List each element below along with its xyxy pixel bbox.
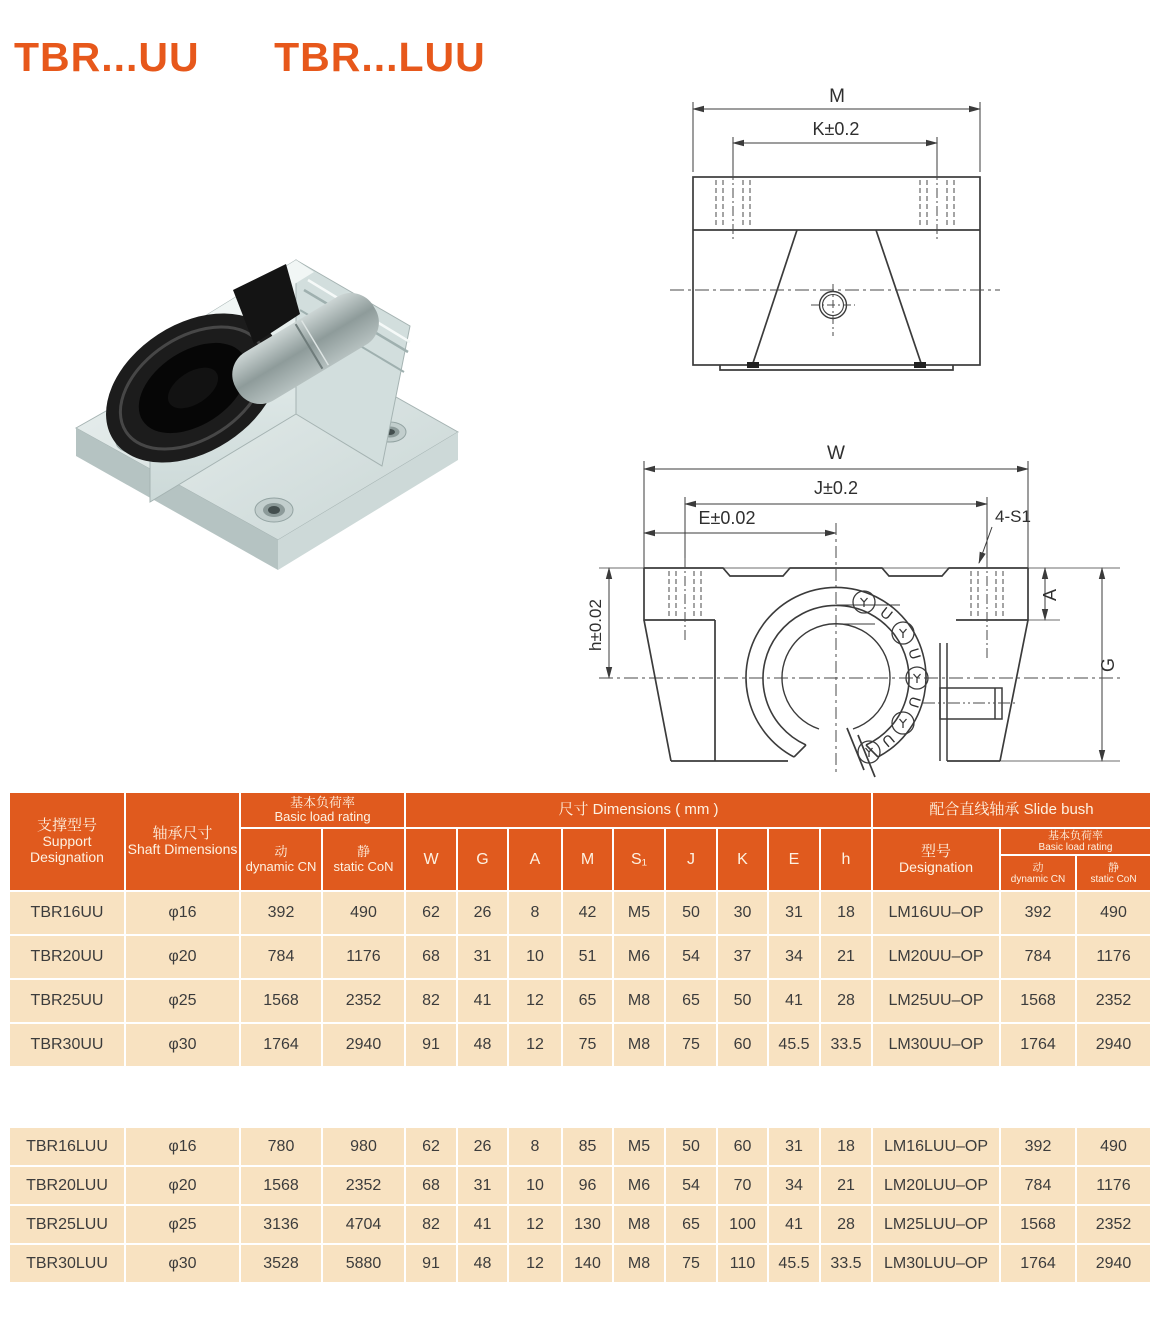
table-cell: 65 [666, 980, 716, 1022]
table-cell: 12 [509, 1024, 561, 1066]
table-cell: 392 [1001, 1128, 1075, 1165]
table-cell: 2940 [1077, 1024, 1150, 1066]
table-cell: 91 [406, 1024, 456, 1066]
col-header-a: A [509, 829, 561, 890]
table-row [10, 980, 1150, 1022]
drawing-front-view [575, 425, 1160, 795]
table-cell: 75 [666, 1245, 716, 1282]
table-cell: 54 [666, 936, 716, 978]
table-cell: 33.5 [821, 1245, 871, 1282]
col-header-e: E [769, 829, 819, 890]
table-cell: 780 [241, 1128, 321, 1165]
table-cell: 2352 [323, 1167, 404, 1204]
table-cell: 65 [563, 980, 612, 1022]
front-view-dimensions [599, 461, 1120, 761]
table-cell: M8 [614, 1024, 664, 1066]
table-cell: 130 [563, 1206, 612, 1243]
front-view-centerlines [599, 523, 1123, 775]
table-cell: 8 [509, 1128, 561, 1165]
table-cell: 2352 [1077, 1206, 1150, 1243]
table-cell: φ30 [126, 1245, 239, 1282]
table-cell: φ20 [126, 1167, 239, 1204]
table-cell: 82 [406, 1206, 456, 1243]
table-cell: 490 [1077, 892, 1150, 934]
table-row [10, 1167, 1150, 1204]
table-row [10, 936, 1150, 978]
table-cell: 784 [1001, 936, 1075, 978]
table-cell: 3528 [241, 1245, 321, 1282]
drawing-top-view [640, 72, 1120, 387]
table-row [10, 1206, 1150, 1243]
table-cell: φ25 [126, 980, 239, 1022]
table-cell: 82 [406, 980, 456, 1022]
table-cell: 31 [769, 892, 819, 934]
table-cell: 31 [458, 936, 507, 978]
table-cell: 18 [821, 1128, 871, 1165]
table-cell: φ20 [126, 936, 239, 978]
table-cell: 2940 [1077, 1245, 1150, 1282]
table-cell: 33.5 [821, 1024, 871, 1066]
table-cell: 26 [458, 892, 507, 934]
table-header [10, 793, 1150, 890]
table-cell: LM20LUU–OP [873, 1167, 999, 1204]
table-cell: 1568 [241, 1167, 321, 1204]
svg-text:U: U [876, 603, 896, 625]
table-cell: LM30UU–OP [873, 1024, 999, 1066]
table-cell: M5 [614, 1128, 664, 1165]
col-header-k: K [718, 829, 767, 890]
table-cell: 31 [769, 1128, 819, 1165]
table-cell: 60 [718, 1024, 767, 1066]
table-cell: 26 [458, 1128, 507, 1165]
table-cell: 28 [821, 1206, 871, 1243]
table-cell: 2940 [323, 1024, 404, 1066]
table-cell: 1764 [241, 1024, 321, 1066]
table-cell: 110 [718, 1245, 767, 1282]
table-cell: 50 [666, 892, 716, 934]
table-cell: 85 [563, 1128, 612, 1165]
table-row [10, 1024, 1150, 1066]
top-view-hole-pattern [716, 170, 954, 242]
col-header-bush-load-rating: 基本负荷率 Basic load rating [1001, 829, 1150, 854]
table-cell: M6 [614, 936, 664, 978]
table-cell: 96 [563, 1167, 612, 1204]
col-header-w: W [406, 829, 456, 890]
table-cell: 75 [666, 1024, 716, 1066]
table-cell: 75 [563, 1024, 612, 1066]
table-cell: 2352 [323, 980, 404, 1022]
table-cell: 91 [406, 1245, 456, 1282]
table-cell: LM20UU–OP [873, 936, 999, 978]
page-title-luu: TBR...LUU [274, 34, 486, 80]
table-cell: 5880 [323, 1245, 404, 1282]
table-cell: LM30LUU–OP [873, 1245, 999, 1282]
table-cell: φ16 [126, 1128, 239, 1165]
table-cell: 65 [666, 1206, 716, 1243]
table-cell: 1764 [1001, 1245, 1075, 1282]
dim-label-g: G [1098, 657, 1118, 673]
table-cell: φ25 [126, 1206, 239, 1243]
table-cell: 41 [458, 980, 507, 1022]
front-view-side-pin [923, 643, 1015, 761]
table-cell: 45.5 [769, 1024, 819, 1066]
page-title-uu: TBR...UU [14, 34, 200, 80]
table-cell: TBR30LUU [10, 1245, 124, 1282]
table-cell: 140 [563, 1245, 612, 1282]
dim-label-k: K±0.2 [812, 119, 860, 139]
table-cell: 12 [509, 1245, 561, 1282]
table-cell: TBR25UU [10, 980, 124, 1022]
table-body-luu [10, 1128, 1150, 1282]
table-cell: 10 [509, 1167, 561, 1204]
table-cell: 100 [718, 1206, 767, 1243]
table-cell: 1176 [1077, 1167, 1150, 1204]
table-cell: LM25UU–OP [873, 980, 999, 1022]
table-cell: 490 [1077, 1128, 1150, 1165]
table-cell: 68 [406, 1167, 456, 1204]
col-header-j: J [666, 829, 716, 890]
table-cell: 50 [666, 1128, 716, 1165]
table-cell: 45.5 [769, 1245, 819, 1282]
col-header-dimensions: 尺寸 Dimensions ( mm ) [406, 793, 871, 827]
table-cell: 34 [769, 936, 819, 978]
top-view-body [693, 177, 980, 370]
table-cell: 48 [458, 1024, 507, 1066]
table-cell: 2352 [1077, 980, 1150, 1022]
table-cell: M8 [614, 1206, 664, 1243]
table-cell: 1764 [1001, 1024, 1075, 1066]
table-cell: LM16LUU–OP [873, 1128, 999, 1165]
table-tbr-uu [8, 791, 1152, 1068]
table-cell: LM16UU–OP [873, 892, 999, 934]
dim-label-m: M [829, 86, 845, 107]
table-cell: 31 [458, 1167, 507, 1204]
table-cell: TBR16LUU [10, 1128, 124, 1165]
col-header-load-rating: 基本负荷率 Basic load rating [241, 793, 404, 827]
table-cell: 490 [323, 892, 404, 934]
col-header-h: h [821, 829, 871, 890]
table-cell: 1176 [1077, 936, 1150, 978]
table-cell: TBR16UU [10, 892, 124, 934]
table-cell: M6 [614, 1167, 664, 1204]
table-cell: 41 [769, 980, 819, 1022]
table-cell: 1568 [1001, 1206, 1075, 1243]
table-cell: 12 [509, 1206, 561, 1243]
dim-label-a: A [1040, 588, 1060, 602]
table-cell: 784 [1001, 1167, 1075, 1204]
product-photo [58, 192, 478, 622]
table-row [10, 1245, 1150, 1282]
col-header-bush-dynamic: 动 dynamic CN [1001, 856, 1075, 890]
table-cell: TBR30UU [10, 1024, 124, 1066]
table-cell: 10 [509, 936, 561, 978]
col-header-s1: S₁ [614, 829, 664, 890]
table-cell: M8 [614, 980, 664, 1022]
table-cell: 60 [718, 1128, 767, 1165]
table-cell: 48 [458, 1245, 507, 1282]
table-cell: 41 [769, 1206, 819, 1243]
table-cell: M8 [614, 1245, 664, 1282]
col-header-g: G [458, 829, 507, 890]
table-cell: 784 [241, 936, 321, 978]
col-header-shaft: 轴承尺寸 Shaft Dimensions [126, 793, 239, 890]
table-cell: M5 [614, 892, 664, 934]
dim-label-s1: 4-S1 [995, 507, 1031, 526]
table-cell: 1568 [1001, 980, 1075, 1022]
col-header-bush-static: 静 static CoN [1077, 856, 1150, 890]
table-cell: 37 [718, 936, 767, 978]
table-cell: 4704 [323, 1206, 404, 1243]
page-title [14, 34, 486, 81]
col-header-slide-bush: 配合直线轴承 Slide bush [873, 793, 1150, 827]
dim-label-h: h±0.02 [586, 599, 605, 651]
col-header-static: 静 static CoN [323, 829, 404, 890]
table-cell: φ16 [126, 892, 239, 934]
table-cell: 62 [406, 892, 456, 934]
table-cell: 62 [406, 1128, 456, 1165]
col-header-dynamic: 动 dynamic CN [241, 829, 321, 890]
table-body-uu [10, 892, 1150, 1066]
table-cell: 42 [563, 892, 612, 934]
svg-text:U: U [904, 646, 924, 662]
table-cell: 980 [323, 1128, 404, 1165]
table-cell: 41 [458, 1206, 507, 1243]
svg-text:U: U [878, 730, 898, 750]
table-cell: 21 [821, 1167, 871, 1204]
top-view-centerlines [670, 284, 1000, 336]
table-cell: LM25LUU–OP [873, 1206, 999, 1243]
col-header-m: M [563, 829, 612, 890]
table-tbr-luu [8, 1126, 1152, 1284]
table-cell: 51 [563, 936, 612, 978]
table-cell: TBR25LUU [10, 1206, 124, 1243]
table-cell: 3136 [241, 1206, 321, 1243]
dim-label-j: J±0.2 [814, 478, 858, 498]
table-cell: 18 [821, 892, 871, 934]
table-cell: 392 [241, 892, 321, 934]
table-cell: 392 [1001, 892, 1075, 934]
col-header-support: 支撑型号 Support Designation [10, 793, 124, 890]
table-cell: TBR20LUU [10, 1167, 124, 1204]
table-cell: φ30 [126, 1024, 239, 1066]
table-cell: 1568 [241, 980, 321, 1022]
table-cell: 28 [821, 980, 871, 1022]
table-cell: 1176 [323, 936, 404, 978]
table-cell: 70 [718, 1167, 767, 1204]
svg-text:U: U [904, 694, 924, 710]
table-cell: 50 [718, 980, 767, 1022]
table-cell: 8 [509, 892, 561, 934]
table-cell: 68 [406, 936, 456, 978]
table-cell: 30 [718, 892, 767, 934]
table-cell: TBR20UU [10, 936, 124, 978]
dim-label-w: W [827, 443, 845, 464]
table-cell: 12 [509, 980, 561, 1022]
table-cell: 21 [821, 936, 871, 978]
col-header-bush-designation: 型号 Designation [873, 829, 999, 890]
table-row [10, 892, 1150, 934]
table-row [10, 1128, 1150, 1165]
table-cell: 54 [666, 1167, 716, 1204]
table-cell: 34 [769, 1167, 819, 1204]
dim-label-e: E±0.02 [698, 508, 756, 528]
